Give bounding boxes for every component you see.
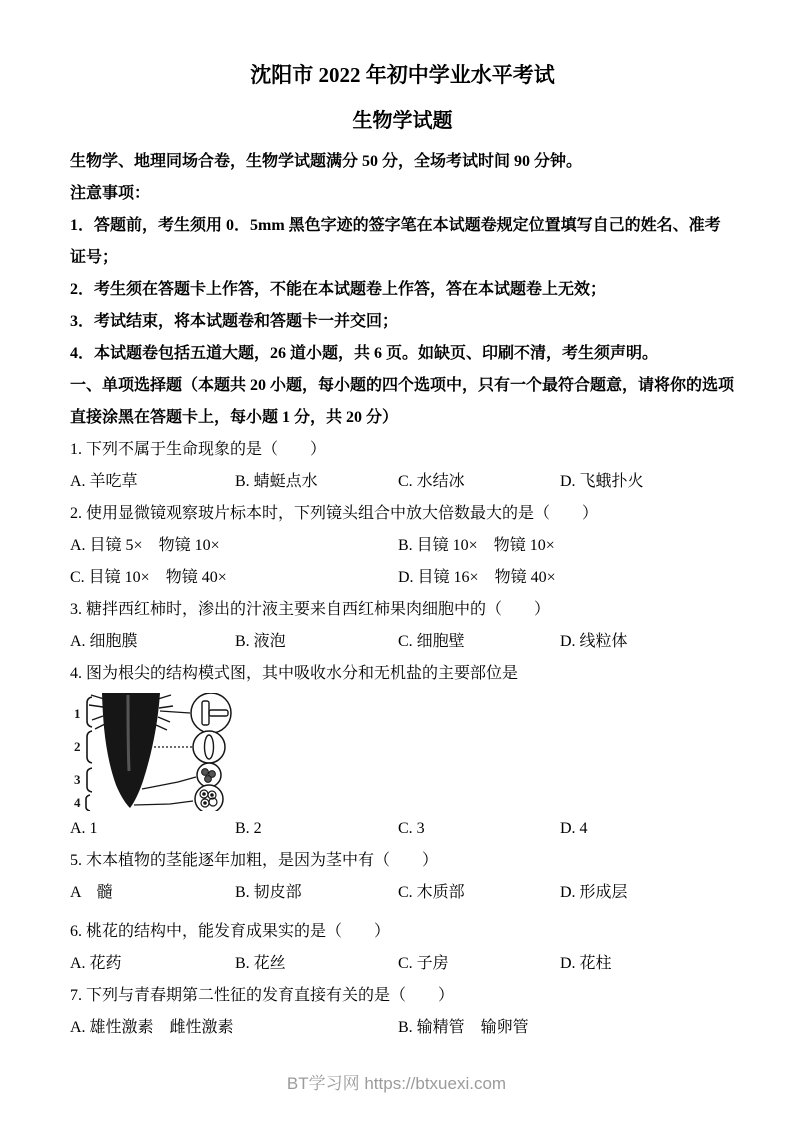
question-5-options [70, 877, 735, 909]
option-b: B. 韧皮部 [235, 884, 302, 901]
question-1 [70, 434, 735, 498]
question-5-stem: 5. 木本植物的茎能逐年加粗，是因为茎中有（ ） [70, 852, 439, 869]
option-a: A 髓 [70, 884, 113, 901]
question-6-options [70, 948, 735, 980]
option-d: D. 目镜 16× 物镜 40× [398, 569, 556, 586]
notice-item-4: 4．本试题卷包括五道大题，26 道小题，共 6 页。如缺页、印刷不清，考生须声明。 [70, 345, 659, 362]
section-heading: 一、单项选择题（本题共 20 小题，每小题的四个选项中，只有一个最符合题意，请将你的选项直接涂黑在答题卡上，每小题 1 分，共 20 分） [70, 377, 735, 426]
question-3-options [70, 626, 735, 658]
question-6 [70, 916, 735, 980]
question-7-options [70, 1012, 735, 1044]
option-c: C. 3 [398, 820, 425, 837]
cell-circles [191, 693, 231, 811]
question-5 [70, 845, 735, 909]
option-b: B. 液泡 [235, 633, 286, 650]
option-b: B. 蜻蜓点水 [235, 473, 318, 490]
root-body [102, 693, 160, 808]
question-2-options [70, 530, 735, 594]
option-d: D. 线粒体 [560, 633, 628, 650]
option-a: A. 花药 [70, 955, 122, 972]
option-c: C. 目镜 10× 物镜 40× [70, 569, 227, 586]
zone-label-3: 3 [74, 772, 81, 787]
root-tip-figure [70, 693, 735, 811]
option-a: A. 羊吃草 [70, 473, 138, 490]
question-6-stem: 6. 桃花的结构中，能发育成果实的是（ ） [70, 923, 391, 940]
question-7 [70, 980, 735, 1044]
notice-item-2: 2．考生须在答题卡上作答，不能在本试题卷上作答，答在本试题卷上无效； [70, 281, 607, 298]
notice-item-3: 3．考试结束，将本试题卷和答题卡一并交回； [70, 313, 399, 330]
watermark-text: BT学习网 https://btxuexi.com [286, 1074, 507, 1093]
question-1-stem: 1. 下列不属于生命现象的是（ ） [70, 441, 327, 458]
question-2-stem: 2. 使用显微镜观察玻片标本时，下列镜头组合中放大倍数最大的是（ ） [70, 505, 599, 522]
option-b: B. 2 [235, 820, 262, 837]
zone-label-4: 4 [74, 795, 81, 810]
option-b: B. 目镜 10× 物镜 10× [398, 537, 555, 554]
option-b: B. 花丝 [235, 955, 286, 972]
root-streak [128, 695, 129, 771]
option-b: B. 输精管 输卵管 [398, 1019, 529, 1036]
zone-numbers [74, 706, 81, 810]
exam-intro: 生物学、地理同场合卷，生物学试题满分 50 分，全场考试时间 90 分钟。 [70, 153, 583, 170]
option-c: C. 子房 [398, 955, 449, 972]
question-2 [70, 498, 735, 594]
zone-brackets [86, 697, 92, 811]
notice-heading: 注意事项： [70, 185, 151, 202]
notice-item-1: 1．答题前，考生须用 0．5mm 黑色字迹的签字笔在本试题卷规定位置填写自己的姓名、准考证号； [70, 217, 721, 266]
option-d: D. 形成层 [560, 884, 628, 901]
question-4-stem: 4. 图为根尖的结构模式图，其中吸收水分和无机盐的主要部位是 [70, 665, 519, 682]
option-d: D. 飞蛾扑火 [560, 473, 644, 490]
option-d: D. 花柱 [560, 955, 612, 972]
question-3-stem: 3. 糖拌西红柿时，渗出的汁液主要来自西红柿果肉细胞中的（ ） [70, 601, 551, 618]
zone-label-2: 2 [74, 739, 81, 754]
question-1-options [70, 466, 735, 498]
question-3 [70, 594, 735, 658]
option-d: D. 4 [560, 820, 588, 837]
option-c: C. 水结冰 [398, 473, 465, 490]
option-a: A. 雄性激素 雌性激素 [70, 1019, 234, 1036]
option-c: C. 细胞壁 [398, 633, 465, 650]
root-tip-diagram-svg [70, 693, 242, 811]
exam-title: 沈阳市 2022 年初中学业水平考试 [250, 63, 555, 87]
zone-label-1: 1 [74, 706, 81, 721]
exam-subtitle: 生物学试题 [352, 110, 453, 132]
option-a: A. 1 [70, 820, 98, 837]
question-4-options [70, 813, 735, 845]
question-4 [70, 658, 735, 845]
question-7-stem: 7. 下列与青春期第二性征的发育直接有关的是（ ） [70, 987, 455, 1004]
option-a: A. 细胞膜 [70, 633, 138, 650]
option-a: A. 目镜 5× 物镜 10× [70, 537, 220, 554]
option-c: C. 木质部 [398, 884, 465, 901]
